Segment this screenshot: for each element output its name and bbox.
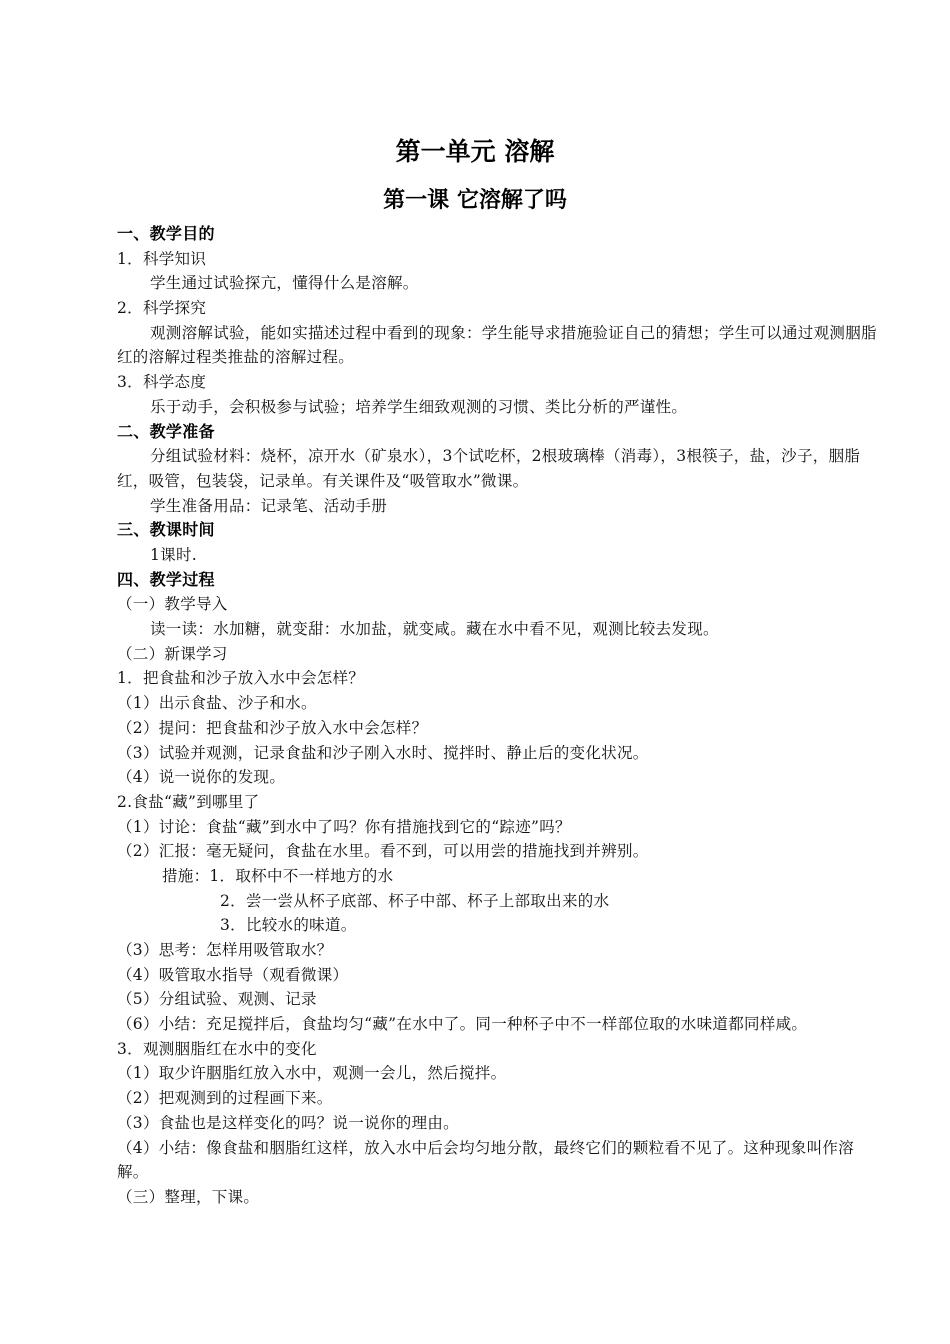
- question-1-step: （2）提问：把食盐和沙子放入水中会怎样？: [117, 718, 428, 737]
- question-3-step: （2）把观测到的过程画下来。: [117, 1089, 333, 1108]
- preparation-materials: 分组试验材料：烧杯，凉开水（矿泉水），3个试吃杯，2根玻璃棒（消毒），3根筷子，盐，沙子，胭脂红，吸管，包装袋，记录单。有关课件及“吸管取水”微课。: [117, 447, 861, 490]
- question-2-summary: （6）小结：充足搅拌后，食盐均匀“藏”在水中了。同一种杯子中不一样部位取的水味道都同样咸。: [117, 1015, 808, 1034]
- method-item: 3．比较水的味道。: [220, 916, 357, 935]
- section-heading-preparation: 二、教学准备: [117, 421, 215, 441]
- part-wrap-up: （三）整理，下课。: [117, 1187, 260, 1206]
- question-2-step: （4）吸管取水指导（观看微课）: [117, 965, 349, 984]
- question-2-step: （1）讨论：食盐“藏”到水中了吗？你有措施找到它的“踪迹”吗？: [117, 817, 571, 836]
- question-3-step: （3）食盐也是这样变化的吗？说一说你的理由。: [117, 1113, 459, 1132]
- preparation-student: 学生准备用品：记录笔、活动手册: [150, 496, 388, 515]
- knowledge-text: 学生通过试验探亢，懂得什么是溶解。: [150, 274, 419, 293]
- section-heading-time: 三、教课时间: [117, 520, 215, 540]
- section-heading-objectives: 一、教学目的: [117, 224, 215, 243]
- method-item: 2．尝一尝从杯子底部、杯子中部、杯子上部取出来的水: [220, 891, 610, 910]
- subheading-attitude: 3．科学态度: [117, 373, 207, 392]
- subheading-knowledge: 1．科学知识: [117, 249, 207, 268]
- attitude-text: 乐于动手，会积极参与试验；培养学生细致观测的习惯、类比分析的严谨性。: [150, 397, 688, 416]
- question-2-step: （3）思考：怎样用吸管取水？: [117, 941, 333, 959]
- subheading-inquiry: 2．科学探究: [117, 299, 207, 318]
- time-text: 1课时.: [150, 546, 197, 564]
- question-3-summary: （4）小结：像食盐和胭脂红这样，放入水中后会均匀地分散，最终它们的颗粒看不见了。这种现象叫作溶解。: [117, 1138, 854, 1182]
- question-1-step: （1）出示食盐、沙子和水。: [117, 694, 317, 713]
- intro-text: 读一读：水加糖，就变甜：水加盐，就变咸。藏在水中看不见，观测比较去发现。: [150, 620, 719, 639]
- part-intro: （一）教学导入: [117, 595, 228, 614]
- question-3: 3．观测胭脂红在水中的变化: [117, 1039, 317, 1058]
- method-item: 措施：1．取杯中不一样地方的水: [162, 866, 394, 885]
- question-2: 2.食盐“藏”到哪里了: [117, 792, 260, 811]
- question-2-step: （5）分组试验、观测、记录: [117, 990, 317, 1009]
- section-heading-process: 四、教学过程: [117, 569, 215, 589]
- inquiry-text: 观测溶解试验，能如实描述过程中看到的现象：学生能导求措施验证自己的猜想；学生可以通过观测胭脂红的溶解过程类推盐的溶解过程。: [117, 323, 877, 367]
- lesson-title: 第一课 它溶解了吗: [383, 188, 567, 213]
- question-1-step: （3）试验并观测，记录食盐和沙子刚入水时、搅拌时、静止后的变化状况。: [117, 743, 649, 762]
- question-2-step: （2）汇报：毫无疑问，食盐在水里。看不到，可以用尝的措施找到并辨别。: [117, 842, 649, 861]
- document-body: [117, 222, 877, 1210]
- unit-title: 第一单元 溶解: [395, 137, 555, 166]
- question-1: 1．把食盐和沙子放入水中会怎样？: [117, 669, 365, 688]
- part-new-lesson: （二）新课学习: [117, 644, 228, 663]
- question-3-step: （1）取少许胭脂红放入水中，观测一会儿，然后搅拌。: [117, 1064, 507, 1083]
- question-1-step: （4）说一说你的发现。: [117, 768, 286, 787]
